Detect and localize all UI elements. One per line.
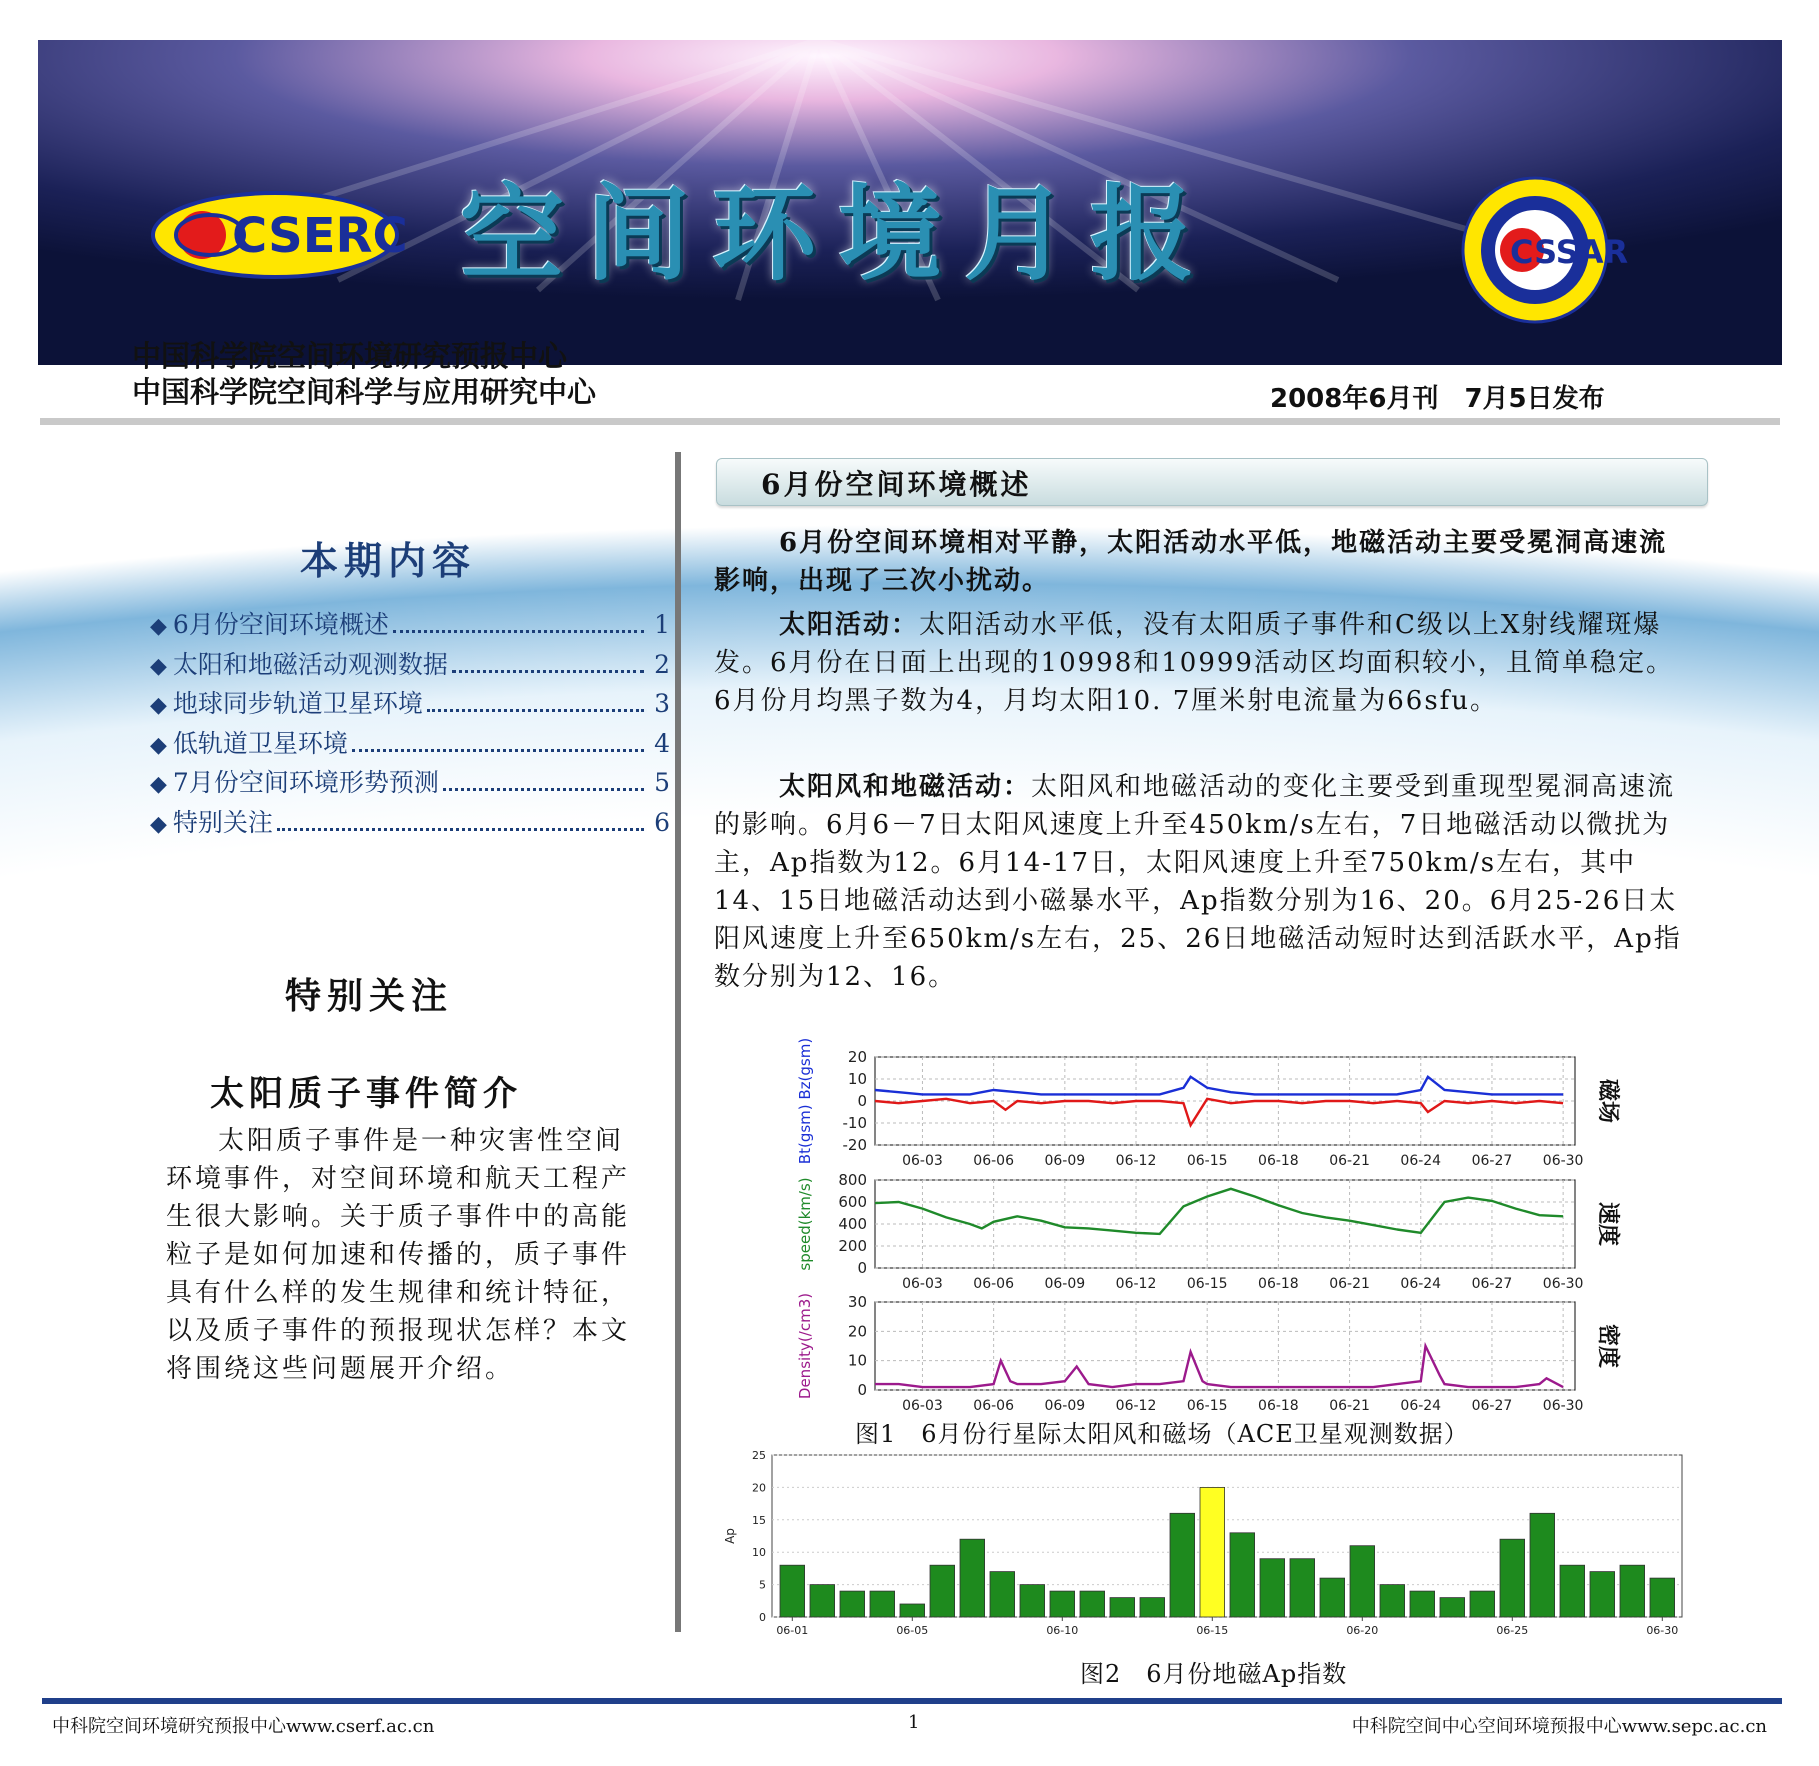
toc-item[interactable] [150,804,670,844]
toc-item-label: 地球同步轨道卫星环境 [172,689,423,718]
y-tick-label: 800 [838,1171,867,1189]
x-tick-label: 06-24 [1400,1153,1442,1169]
dot-leader [352,749,644,752]
section-title: 6月份空间环境概述 [761,468,1032,501]
figure-1-caption: 图1 6月份行星际太阳风和磁场（ACE卫星观测数据） [855,1420,1469,1448]
x-tick-label: 06-09 [1044,1153,1086,1169]
x-tick-label: 06-03 [902,1153,943,1169]
y-tick-label: 0 [857,1259,867,1277]
solar-wind-label: 太阳风和地磁活动： [779,772,1032,802]
x-tick-label: 06-01 [776,1624,809,1637]
y-tick-label: 20 [752,1481,766,1495]
y-tick-label: 10 [847,1351,867,1370]
bar-06-02 [810,1585,835,1617]
x-tick-label: 06-18 [1258,1153,1299,1169]
x-tick-label: 06-15 [1186,1276,1228,1292]
x-tick-label: 06-15 [1186,1153,1228,1169]
bar-06-15 [1200,1487,1225,1617]
diamond-bullet-icon: ◆ [150,614,167,639]
x-tick-label: 06-25 [1496,1624,1529,1637]
page-number: 1 [908,1712,920,1733]
bar-06-05 [900,1604,925,1617]
bar-06-09 [1020,1585,1045,1617]
section-header-bar [716,458,1708,506]
x-tick-label: 06-30 [1646,1624,1679,1637]
y-tick-label: 20 [847,1322,867,1341]
diamond-bullet-icon: ◆ [150,772,167,797]
special-focus-heading: 特别关注 [285,975,454,1017]
x-tick-label: 06-20 [1346,1624,1379,1637]
toc-item-page: 6 [654,807,670,837]
x-tick-label: 06-18 [1258,1398,1299,1414]
dot-leader [277,828,644,831]
issue-date: 2008年6月刊 7月5日发布 [1270,384,1605,414]
footer-right-link[interactable]: 中科院空间中心空间环境预报中心www.sepc.ac.cn [1351,1716,1767,1737]
x-tick-label: 06-09 [1044,1276,1086,1292]
bar-06-04 [870,1591,895,1617]
bar-06-13 [1140,1598,1165,1617]
x-tick-label: 06-06 [973,1153,1014,1169]
cserc-logo [150,190,408,280]
org-line-2: 中国科学院空间科学与应用研究中心 [132,375,597,409]
toc-item-page: 3 [654,689,670,718]
column-divider [675,452,681,1632]
x-tick-label: 06-15 [1196,1624,1229,1637]
bar-06-26 [1530,1513,1555,1617]
x-tick-label: 06-03 [902,1398,943,1414]
dot-leader [393,630,644,633]
footer-left-link[interactable]: 中科院空间环境研究预报中心www.cserf.ac.cn [52,1716,435,1737]
bar-06-21 [1380,1585,1405,1617]
y-tick-label: 10 [847,1070,867,1088]
article-title: 太阳质子事件简介 [210,1074,522,1114]
x-tick-label: 06-05 [896,1624,929,1637]
plot-frame [875,1302,1575,1390]
diamond-bullet-icon: ◆ [150,732,167,758]
bar-06-27 [1560,1565,1585,1617]
toc-item-page: 2 [654,649,670,679]
cssar-logo-text: CSSAR [1510,233,1629,271]
toc-item[interactable] [150,725,670,765]
y-axis-label: speed(km/s) [796,1177,814,1271]
table-of-contents [150,606,670,843]
x-tick-label: 06-12 [1115,1276,1157,1292]
y-tick-label: -20 [842,1136,867,1154]
solar-activity-text: 太阳活动水平低，没有太阳质子事件和C级以上X射线耀斑爆发。6月份在日面上出现的10998和10999活动区均面积较小，且简单稳定。6月份月均黑子数为4，月均太阳10. 7厘米射电流量为66sfu。 [714,610,1674,716]
org-line-1: 中国科学院空间环境研究预报中心 [132,339,568,373]
bar-06-29 [1620,1565,1645,1617]
solar-activity-label: 太阳活动： [779,610,920,640]
bar-06-18 [1290,1559,1315,1617]
panel-side-label: 密度 [1595,1323,1620,1369]
dot-leader [452,670,644,673]
article-body: 太阳质子事件是一种灾害性空间环境事件，对空间环境和航天工程产生很大影响。关于质子事件中的高能粒子是如何加速和传播的，质子事件具有什么样的发生规律和统计特征，以及质子事件的预报现状怎样？本文将围绕这些问题展开介绍。 [166,1126,631,1384]
summary-paragraph: 6月份空间环境相对平静，太阳活动水平低，地磁活动主要受冕洞高速流影响，出现了三次小扰动。 [714,528,1668,596]
x-tick-label: 06-15 [1186,1398,1228,1414]
x-tick-label: 06-09 [1044,1398,1086,1414]
bar-06-20 [1350,1546,1375,1617]
x-tick-label: 06-10 [1046,1624,1079,1637]
newsletter-title: 空间环境月报 [460,172,1217,295]
y-tick-label: 25 [752,1449,766,1462]
toc-item-label: 太阳和地磁活动观测数据 [172,649,448,679]
figure-2-ap-index-chart [712,1445,1692,1645]
x-tick-label: 06-27 [1471,1153,1513,1169]
bar-06-23 [1440,1598,1465,1617]
bar-06-11 [1080,1591,1105,1617]
y-tick-label: 200 [838,1237,867,1255]
diamond-bullet-icon: ◆ [150,693,167,718]
bar-06-06 [930,1565,955,1617]
toc-item-label: 低轨道卫星环境 [172,728,348,758]
y-axis-label: Bt(gsm) Bz(gsm) [796,1037,814,1165]
diamond-bullet-icon: ◆ [150,653,167,679]
x-tick-label: 06-12 [1115,1153,1157,1169]
cssar-logo [1460,175,1629,325]
panel-side-label: 磁场 [1595,1078,1620,1124]
y-axis-label: Density(/cm3) [796,1292,814,1400]
x-tick-label: 06-12 [1115,1398,1157,1414]
x-tick-label: 06-24 [1400,1398,1442,1414]
toc-item-page: 4 [654,728,670,758]
figure-2-caption: 图2 6月份地磁Ap指数 [1080,1660,1348,1688]
x-tick-label: 06-24 [1400,1276,1442,1292]
bar-06-22 [1410,1591,1435,1617]
bar-06-10 [1050,1591,1075,1617]
y-tick-label: 400 [838,1215,867,1233]
y-tick-label: -10 [842,1114,867,1132]
y-axis-label: Ap [723,1528,737,1544]
toc-item-label: 6月份空间环境概述 [172,610,389,639]
toc-item[interactable] [150,646,670,686]
bar-06-03 [840,1591,865,1617]
bar-06-24 [1470,1591,1495,1617]
x-tick-label: 06-30 [1542,1276,1584,1292]
x-tick-label: 06-18 [1258,1276,1299,1292]
toc-item-label: 特别关注 [172,807,273,837]
solar-activity-paragraph [714,606,1686,720]
bar-06-14 [1170,1513,1195,1617]
x-tick-label: 06-03 [902,1276,943,1292]
header-divider [40,418,1780,425]
x-tick-label: 06-30 [1542,1153,1584,1169]
bar-06-19 [1320,1578,1345,1617]
x-tick-label: 06-06 [973,1276,1014,1292]
y-tick-label: 30 [847,1293,867,1311]
y-tick-label: 20 [847,1048,867,1066]
solar-wind-text: 太阳风和地磁活动的变化主要受到重现型冕洞高速流的影响。6月6－7日太阳风速度上升至450km/s左右，7日地磁活动以微扰为主，Ap指数为12。6月14-17日，太阳风速度上升至750km/s左右，其中14、15日地磁活动达到小磁暴水平，Ap指数分别为16、20。6月25-26日太阳风速度上升至650km/s左右，25、26日地磁活动短时达到活跃水平，Ap指数分别为12、16。 [714,772,1682,992]
toc-item-page: 5 [654,768,670,797]
toc-item[interactable] [150,685,670,725]
toc-item-page: 1 [654,610,670,639]
bar-06-28 [1590,1572,1615,1617]
dot-leader [427,709,644,712]
x-tick-label: 06-21 [1329,1153,1370,1169]
x-tick-label: 06-06 [973,1398,1014,1414]
x-tick-label: 06-21 [1329,1398,1370,1414]
toc-item-label: 7月份空间环境形势预测 [172,768,439,797]
y-tick-label: 15 [752,1513,766,1527]
bar-06-08 [990,1572,1015,1617]
bar-06-12 [1110,1598,1135,1617]
bar-06-17 [1260,1559,1285,1617]
bar-06-07 [960,1539,985,1617]
bar-06-25 [1500,1539,1525,1617]
bar-06-01 [780,1565,805,1617]
y-tick-label: 0 [759,1611,766,1624]
cserc-logo-text: CSERC [232,208,408,264]
figure-1-solar-wind-charts [780,1035,1630,1425]
toc-item[interactable] [150,606,670,646]
y-tick-label: 0 [857,1381,867,1399]
y-tick-label: 0 [857,1092,867,1110]
y-tick-label: 5 [759,1578,766,1592]
solar-wind-paragraph [714,768,1686,996]
diamond-bullet-icon: ◆ [150,811,167,837]
x-tick-label: 06-30 [1542,1398,1584,1414]
bar-06-30 [1650,1578,1675,1617]
y-tick-label: 10 [752,1546,766,1560]
x-tick-label: 06-27 [1471,1398,1513,1414]
organization-names [132,338,596,410]
toc-item[interactable] [150,764,670,804]
panel-side-label: 速度 [1595,1201,1620,1247]
bar-06-16 [1230,1533,1255,1617]
y-tick-label: 600 [838,1193,867,1211]
x-tick-label: 06-27 [1471,1276,1513,1292]
x-tick-label: 06-21 [1329,1276,1370,1292]
toc-heading: 本期内容 [300,538,477,583]
dot-leader [443,788,644,791]
footer-divider [42,1698,1782,1704]
